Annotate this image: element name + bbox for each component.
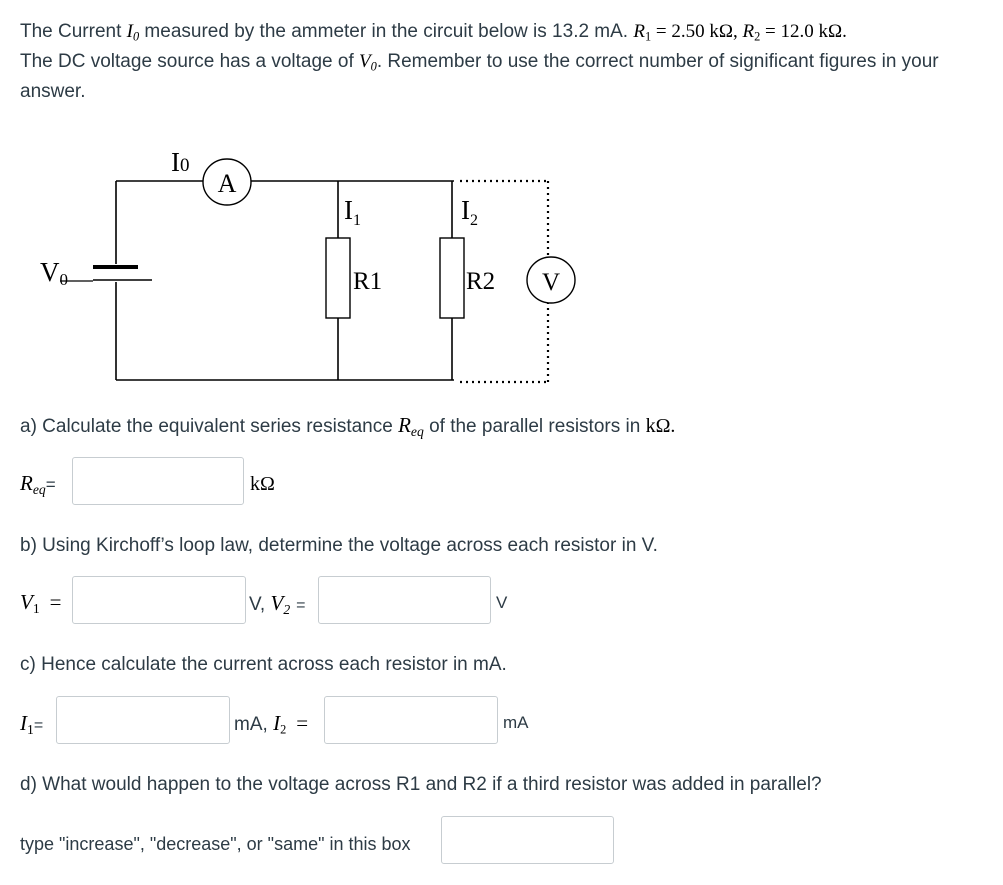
part-a-question: a) Calculate the equivalent series resistance $R_{eq}$ of the parallel resistors in kΩ. bbox=[20, 413, 676, 440]
part-d-input[interactable] bbox=[441, 816, 614, 864]
r2-given: $R_2 = 12.0$ kΩ. bbox=[742, 21, 847, 44]
v0-symbol: $V_0$ bbox=[359, 51, 377, 74]
req-unit: kΩ bbox=[250, 473, 275, 495]
i1-label: $I_1=$ bbox=[20, 711, 44, 738]
source-label: V0 bbox=[40, 257, 68, 289]
i1-unit-label: mA, $I_2$ = bbox=[234, 711, 309, 737]
problem-statement: The Current $I_0$ measured by the ammeter in the circuit below is 13.2 mA. $R_1 = 2.50$ kΩ, $R_2 = 12.0$ kΩ. The DC voltage source has a voltage of $V_0$. Remember to use the correct number of significant figures in your answer. bbox=[20, 21, 939, 102]
v2-input[interactable] bbox=[318, 576, 491, 624]
i2-current-label: $I_2$ bbox=[461, 195, 478, 229]
r1-resistor bbox=[326, 238, 350, 318]
voltmeter-label: V bbox=[541, 269, 561, 296]
r2-label: R2 bbox=[466, 268, 496, 295]
v1-label: $V_1$ = bbox=[20, 590, 62, 617]
ammeter-label: A bbox=[217, 169, 237, 198]
r1-given: $R_1 = 2.50$ kΩ, bbox=[633, 21, 743, 44]
part-d-question: d) What would happen to the voltage across R1 and R2 if a third resistor was added in parallel? bbox=[20, 774, 822, 795]
v1-unit-label: V, $V_2$ = bbox=[249, 591, 306, 618]
part-c-question: c) Hence calculate the current across each resistor in mA. bbox=[20, 654, 507, 675]
io-symbol: $I_0$ bbox=[126, 21, 140, 44]
part-d-prompt: type "increase", "decrease", or "same" in this box bbox=[20, 834, 411, 854]
i2-unit: mA bbox=[503, 713, 529, 732]
i1-current-label: $I_1$ bbox=[344, 195, 361, 229]
v1-input[interactable] bbox=[72, 576, 246, 624]
req-input[interactable] bbox=[72, 457, 244, 505]
part-b-question: b) Using Kirchoff’s loop law, determine the voltage across each resistor in V. bbox=[20, 535, 658, 556]
v2-unit: V bbox=[496, 593, 508, 612]
circuit-diagram bbox=[0, 140, 620, 390]
r1-label: R1 bbox=[353, 268, 383, 295]
i2-input[interactable] bbox=[324, 696, 498, 744]
r2-resistor bbox=[440, 238, 464, 318]
i1-input[interactable] bbox=[56, 696, 230, 744]
req-label: $R_{eq}=$ bbox=[20, 471, 56, 498]
io-current-label: I0 bbox=[171, 147, 190, 177]
